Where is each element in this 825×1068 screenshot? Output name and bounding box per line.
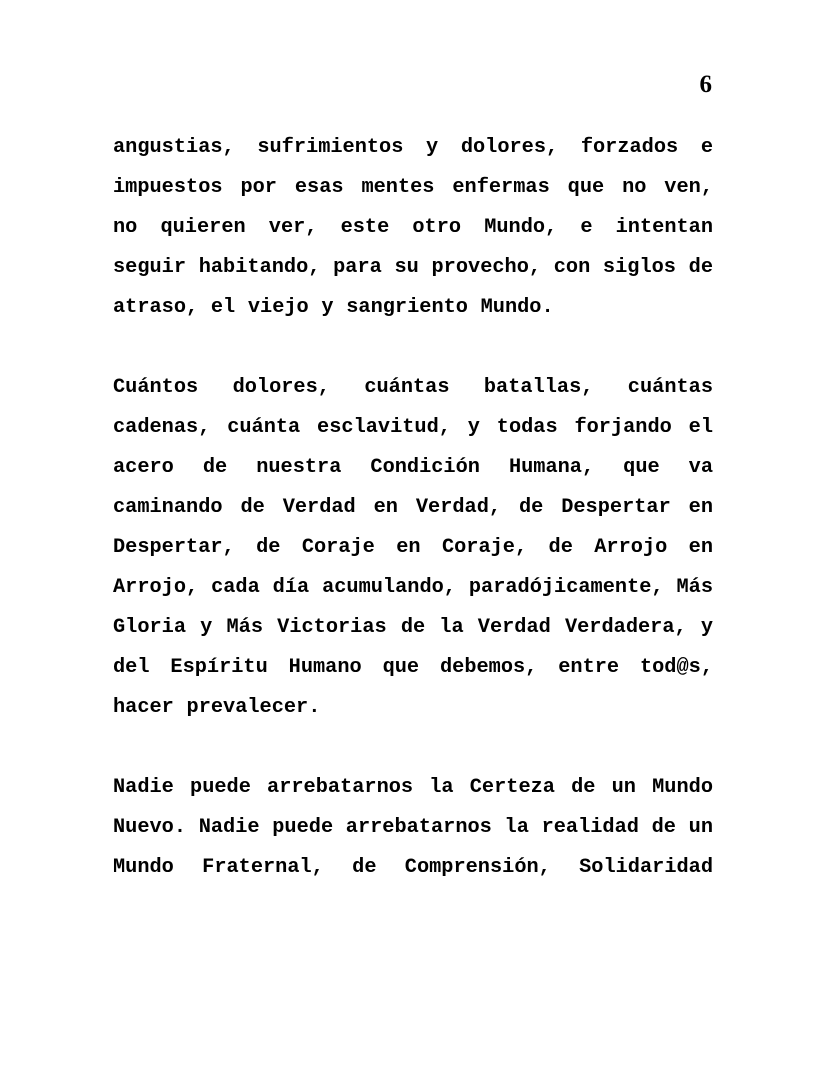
- page-number: 6: [699, 71, 712, 98]
- page-body-text: [113, 128, 713, 888]
- body-paragraph-3: Nadie puede arrebatarnos la Certeza de un Mundo Nuevo. Nadie puede arrebatarnos la realidad de un Mundo Fraternal, de Comprensión, Solidaridad: [113, 776, 713, 879]
- body-paragraph-1: angustias, sufrimientos y dolores, forzados e impuestos por esas mentes enfermas que no ven, no quieren ver, este otro Mundo, e intentan seguir habitando, para su provecho, con siglos de atraso, el viejo y sangriento Mundo.: [113, 136, 713, 319]
- body-paragraph-2: Cuántos dolores, cuántas batallas, cuántas cadenas, cuánta esclavitud, y todas forjando el acero de nuestra Condición Humana, que va caminando de Verdad en Verdad, de Despertar en Despertar, de Coraje en Coraje, de Arrojo en Arrojo, cada día acumulando, paradójicamente, Más Gloria y Más Victorias de la Verdad Verdadera, y del Espíritu Humano que debemos, entre tod@s, hacer prevalecer.: [113, 376, 713, 719]
- page-header: [113, 70, 712, 104]
